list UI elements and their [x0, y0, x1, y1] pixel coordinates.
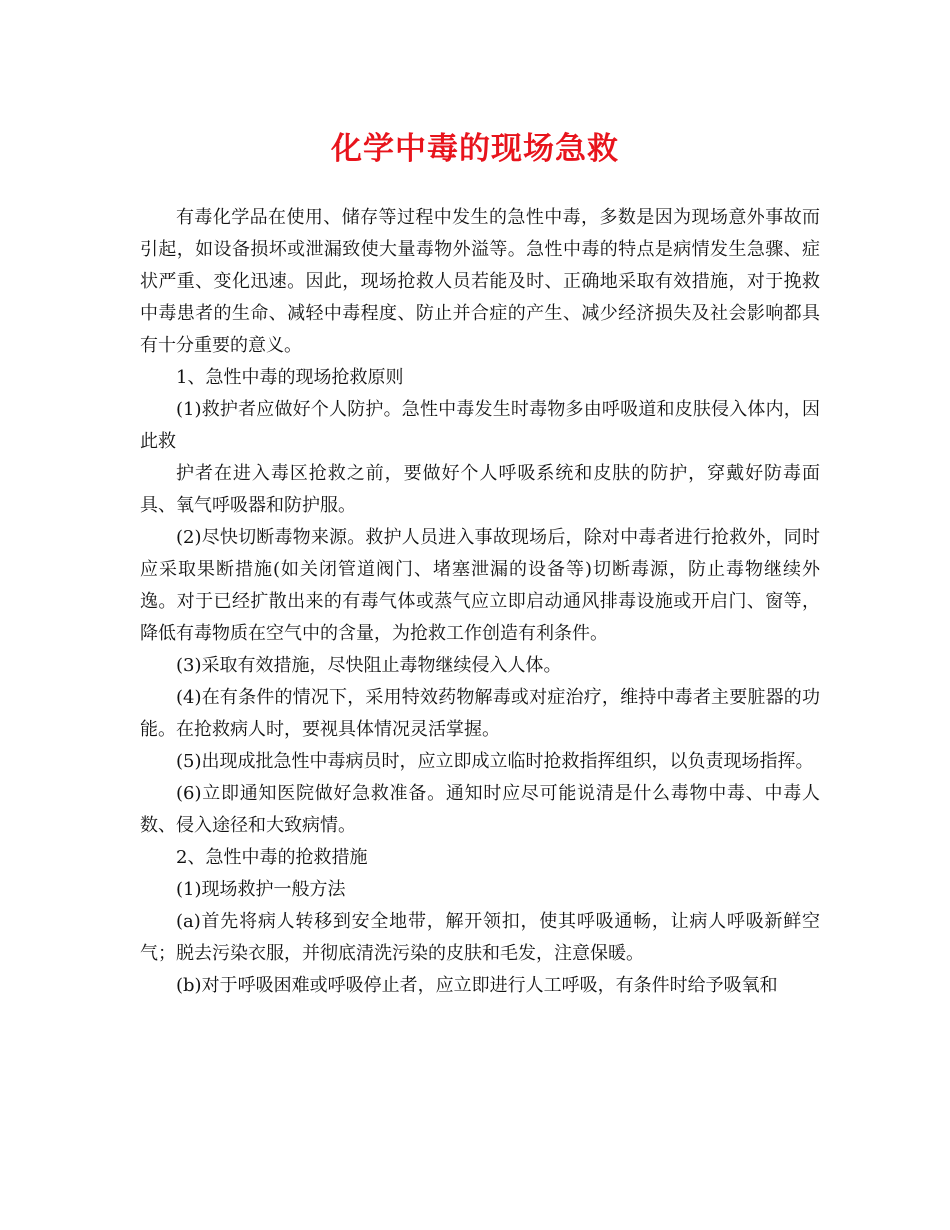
document-title: 化学中毒的现场急救	[331, 131, 619, 167]
principle-5: (5)出现成批急性中毒病员时，应立即成立临时抢救指挥组织，以负责现场指挥。	[176, 751, 814, 772]
principle-6: (6)立即通知医院做好急救准备。通知时应尽可能说清是什么毒物中毒、中毒人数、侵入途径和大致病情。	[140, 783, 820, 836]
principle-1-continued: 护者在进入毒区抢救之前，要做好个人呼吸系统和皮肤的防护，穿戴好防毒面具、氧气呼吸器和防护服。	[140, 463, 820, 516]
section-heading-2: 2、急性中毒的抢救措施	[176, 847, 368, 868]
measure-a: (a)首先将病人转移到安全地带，解开领扣，使其呼吸通畅，让病人呼吸新鲜空气；脱去污染衣服，并彻底清洗污染的皮肤和毛发，注意保暖。	[140, 911, 820, 964]
principle-2: (2)尽快切断毒物来源。救护人员进入事故现场后，除对中毒者进行抢救外，同时应采取果断措施(如关闭管道阀门、堵塞泄漏的设备等)切断毒源，防止毒物继续外逸。对于已经扩散出来的有毒气体或蒸气应立即启动通风排毒设施或开启门、窗等，降低有毒物质在空气中的含量，为抢救工作创造有利条件。	[140, 527, 820, 644]
measure-b: (b)对于呼吸困难或呼吸停止者，应立即进行人工呼吸，有条件时给予吸氧和	[176, 975, 778, 996]
principle-4: (4)在有条件的情况下，采用特效药物解毒或对症治疗，维持中毒者主要脏器的功能。在抢救病人时，要视具体情况灵活掌握。	[140, 687, 820, 740]
principle-1: (1)救护者应做好个人防护。急性中毒发生时毒物多由呼吸道和皮肤侵入体内，因此救	[140, 399, 820, 452]
principle-3: (3)采取有效措施，尽快阻止毒物继续侵入人体。	[176, 655, 562, 676]
section-heading-1: 1、急性中毒的现场抢救原则	[176, 367, 404, 388]
intro-paragraph: 有毒化学品在使用、储存等过程中发生的急性中毒，多数是因为现场意外事故而引起，如设备损坏或泄漏致使大量毒物外溢等。急性中毒的特点是病情发生急骤、症状严重、变化迅速。因此，现场抢救人员若能及时、正确地采取有效措施，对于挽救中毒患者的生命、减轻中毒程度、防止并合症的产生、减少经济损失及社会影响都具有十分重要的意义。	[140, 207, 820, 356]
subsection-heading-1: (1)现场救护一般方法	[176, 879, 346, 900]
document-body	[140, 202, 820, 1002]
